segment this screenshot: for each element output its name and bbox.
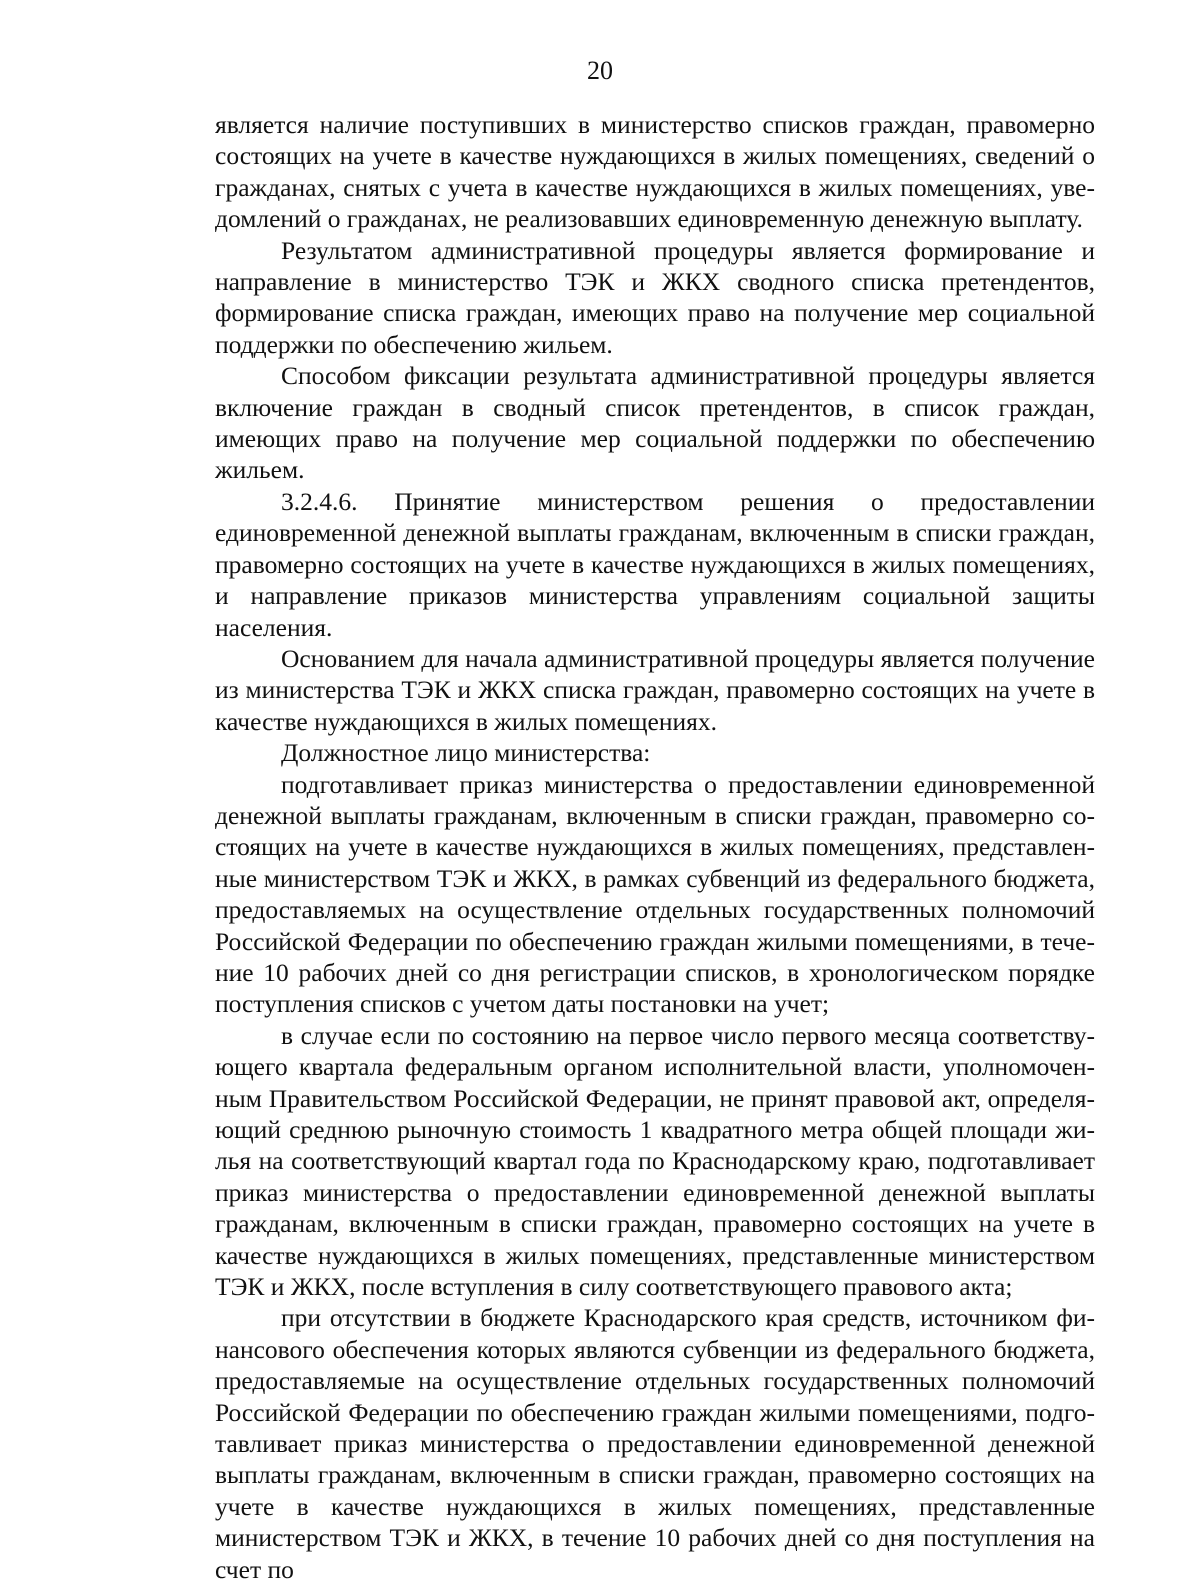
paragraph-if-case: в случае если по состоянию на первое число первого месяца соответствующего квартала федеральным органом исполнительной власти, уполномоченным Правительством Российской Федерации, не принят правовой акт, определяющий среднюю рыночную стоимость 1 квадратного метра общей площади жилья на соответствующий квартал года по Краснодарскому краю, подготавливает приказ министерства о предоставлении единовременной денежной выплаты гражданам, включенным в списки граждан, правомерно состоящих на учете в качестве нуждающихся в жилых помещениях, представленные министерством ТЭК и ЖКХ, после вступления в силу соответствующего правового акта; bbox=[215, 1020, 1095, 1302]
paragraph-section-3-2-4-6: 3.2.4.6. Принятие министерством решения о предоставлении единовременной денежной выплаты гражданам, включенным в списки граждан, правомерно состоящих на учете в качестве нуждающихся в жилых помещениях, и направление приказов министерства управлениям социальной защиты населения. bbox=[215, 486, 1095, 642]
paragraph-official: Должностное лицо министерства: bbox=[281, 738, 651, 768]
paragraph-result: Результатом административной процедуры является формирование и направление в министерство ТЭК и ЖКХ сводного списка претендентов, формирование списка граждан, имеющих право на получение мер социальной поддержки по обеспечению жильем. bbox=[215, 235, 1095, 359]
paragraph-prepares-order: подготавливает приказ министерства о предоставлении единовременной денежной выплаты гражданам, включенным в списки граждан, правомерно состоящих на учете в качестве нуждающихся в жилых помещениях, представленные министерством ТЭК и ЖКХ, в рамках субвенций из федерального бюджета, предоставляемых на осуществление отдельных государственных полномочий Российской Федерации по обеспечению граждан жилыми помещениями, в течение 10 рабочих дней со дня регистрации списков, в хронологическом порядке поступления списков с учетом даты постановки на учет; bbox=[215, 769, 1095, 1019]
paragraph-fixation-method: Способом фиксации результата административной процедуры является включение граждан в сводный список претендентов, в список граждан, имеющих право на получение мер социальной поддержки по обеспечению жильем. bbox=[215, 361, 1095, 485]
paragraph-basis: Основанием для начала административной процедуры является получение из министерства ТЭК и ЖКХ списка граждан, правомерно состоящих на учете в качестве нуждающихся в жилых помещениях. bbox=[215, 643, 1095, 736]
paragraph-continuation: является наличие поступивших в министерство списков граждан, правомерно состоящих на учете в качестве нуждающихся в жилых помещениях, сведений о гражданах, снятых с учета в качестве нуждающихся в жилых помещениях, уведомлений о гражданах, не реализовавших единовременную денежную выплату. bbox=[215, 110, 1095, 234]
paragraph-budget-absence: при отсутствии в бюджете Краснодарского края средств, источником финансового обеспечения которых являются субвенции из федерального бюджета, предоставляемые на осуществление отдельных государственных полномочий Российской Федерации по обеспечению граждан жилыми помещениями, подготавливает приказ министерства о предоставлении единовременной денежной выплаты гражданам, включенным в списки граждан, правомерно состоящих на учете в качестве нуждающихся в жилых помещениях, представленные министерством ТЭК и ЖКХ, в течение 10 рабочих дней со дня поступления на счет по bbox=[215, 1303, 1095, 1584]
page-number: 20 bbox=[587, 56, 613, 85]
document-body bbox=[215, 109, 1095, 1585]
